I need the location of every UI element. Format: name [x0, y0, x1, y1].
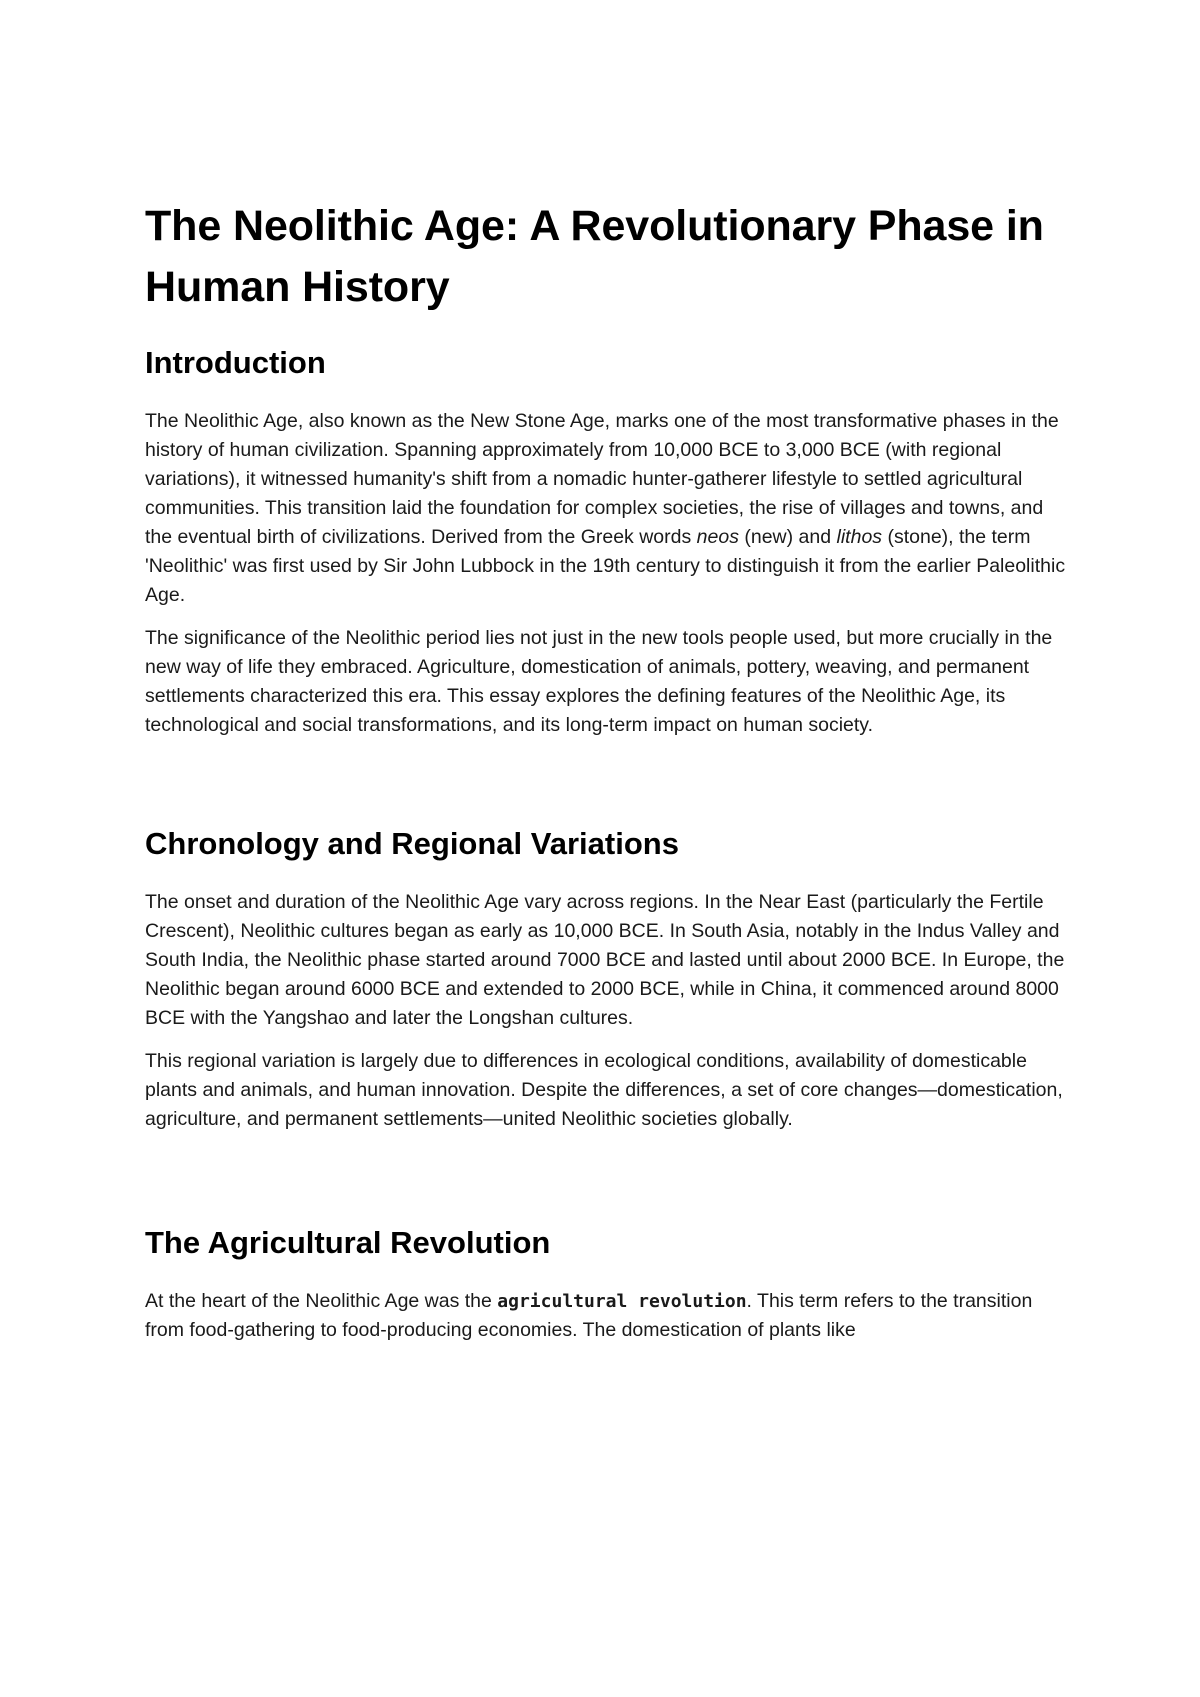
- text-run: The Neolithic Age, also known as the New Stone Age, marks one of the most transformative phases in the history of human civilization. Spanning approximately from 10,000 BCE to 3,000 BCE (with regional variations), it witnessed humanity's shift from a nomadic hunter-gatherer lifestyle to settled agricultural communities. This transition laid the foundation for complex societies, the rise of villages and towns, and the eventual birth of civilizations. Derived from the Greek words: [145, 410, 1059, 548]
- chronology-paragraph-1: The onset and duration of the Neolithic Age vary across regions. In the Near East (particularly the Fertile Crescent), Neolithic cultures began as early as 10,000 BCE. In South Asia, notably in the Indus Valley and South India, the Neolithic phase started around 7000 BCE and lasted until about 2000 BCE. In Europe, the Neolithic began around 6000 BCE and extended to 2000 BCE, while in China, it commenced around 8000 BCE with the Yangshao and later the Longshan cultures.: [145, 891, 1065, 1029]
- term-agricultural-revolution: agricultural revolution: [497, 1291, 747, 1312]
- heading-introduction: Introduction: [145, 345, 326, 380]
- heading-agricultural-revolution: The Agricultural Revolution: [145, 1225, 551, 1260]
- term-neos: neos: [696, 526, 739, 548]
- text-run: . This term refers to the transition from food-gathering to food-producing economies. The domestication of plants like: [145, 1290, 1033, 1341]
- term-lithos: lithos: [836, 526, 883, 548]
- section-agricultural-revolution: [145, 1223, 1070, 1345]
- document-title: The Neolithic Age: A Revolutionary Phase in Human History: [145, 202, 1044, 311]
- text-run: At the heart of the Neolithic Age was the: [145, 1290, 498, 1312]
- heading-chronology: Chronology and Regional Variations: [145, 826, 679, 861]
- chronology-paragraph-2: This regional variation is largely due to differences in ecological conditions, availability of domesticable plants and animals, and human innovation. Despite the differences, a set of core changes—domestication, agriculture, and permanent settlements—united Neolithic societies globally.: [145, 1050, 1063, 1130]
- section-introduction: [145, 343, 1070, 740]
- introduction-paragraph-1: [145, 407, 1070, 610]
- agricultural-paragraph-1: [145, 1287, 1070, 1345]
- spacer: [145, 1148, 1070, 1223]
- section-chronology: [145, 824, 1070, 1134]
- text-run: (new) and: [738, 526, 837, 548]
- introduction-paragraph-2: The significance of the Neolithic period lies not just in the new tools people used, but more crucially in the new way of life they embraced. Agriculture, domestication of animals, pottery, weaving, and permanent settlements characterized this era. This essay explores the defining features of the Neolithic Age, its technological and social transformations, and its long-term impact on human society.: [145, 627, 1053, 736]
- text-run: (stone), the term 'Neolithic' was first used by Sir John Lubbock in the 19th century to distinguish it from the earlier Paleolithic Age.: [145, 526, 1066, 606]
- spacer: [145, 754, 1070, 824]
